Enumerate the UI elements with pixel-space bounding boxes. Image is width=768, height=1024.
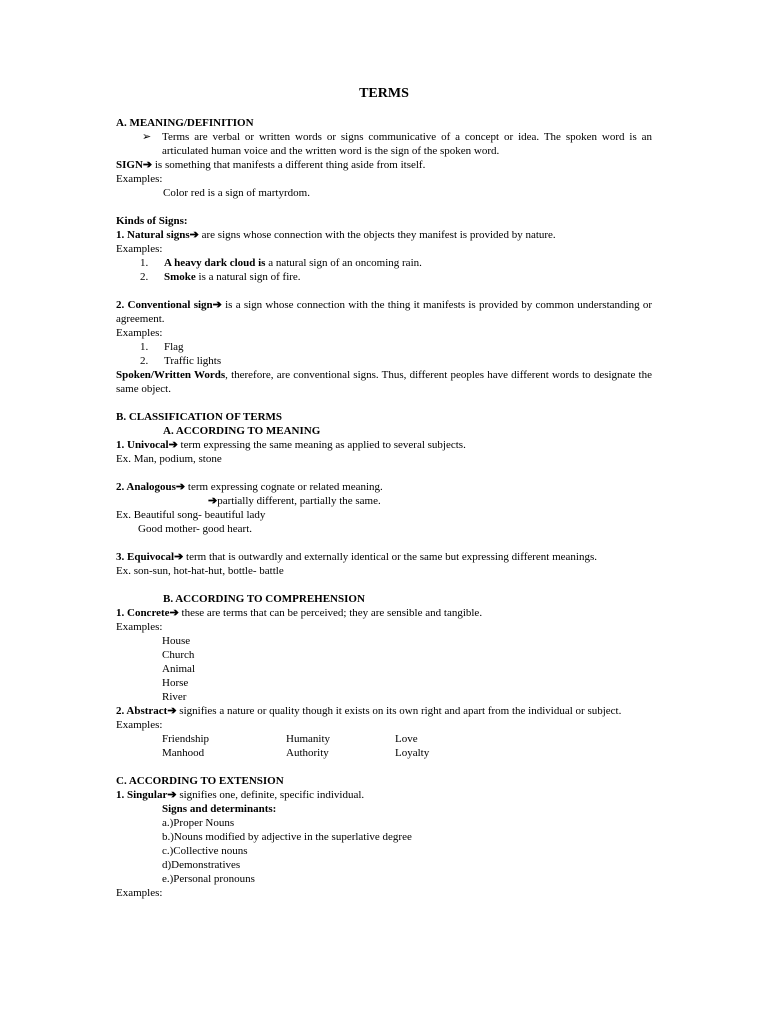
list-item: Authority xyxy=(286,747,329,759)
abstract-definition xyxy=(116,704,652,718)
list-item: d)Demonstratives xyxy=(162,859,241,871)
natural-example-2-bold: Smoke xyxy=(164,271,196,283)
examples-label: Examples: xyxy=(116,621,163,633)
natural-example-1 xyxy=(116,256,652,270)
kinds-heading: Kinds of Signs: xyxy=(116,215,188,227)
equivocal-definition xyxy=(116,550,652,564)
examples-label: Examples: xyxy=(116,327,163,339)
document-page xyxy=(116,84,652,900)
analogous-example-1: Ex. Beautiful song- beautiful lady xyxy=(116,509,266,521)
arrow-icon: ➔ xyxy=(174,551,184,563)
list-number: 1. xyxy=(140,341,149,353)
list-item: c.)Collective nouns xyxy=(162,845,248,857)
spoken-words-bold: Spoken/Written Words xyxy=(116,369,226,381)
analogous-subline xyxy=(116,494,652,508)
list-item: Animal xyxy=(162,663,195,675)
list-item: Loyalty xyxy=(395,747,430,759)
list-number: 1. xyxy=(140,257,149,269)
bullet-arrow-icon: ➢ xyxy=(142,131,152,143)
list-item: e.)Personal pronouns xyxy=(162,873,255,885)
spoken-words-paragraph xyxy=(116,368,652,396)
equivocal-label: 3. Equivocal xyxy=(116,551,175,563)
univocal-example: Ex. Man, podium, stone xyxy=(116,453,222,465)
concrete-definition xyxy=(116,606,652,620)
list-item: b.)Nouns modified by adjective in the superlative degree xyxy=(162,831,412,843)
analogous-text-2: partially different, partially the same. xyxy=(217,495,381,507)
singular-label: 1. Singular xyxy=(116,789,168,801)
list-item: Humanity xyxy=(286,733,330,745)
examples-label: Examples: xyxy=(116,887,163,899)
equivocal-text: term that is outwardly and externally identical or the same but expressing different meanings. xyxy=(183,551,597,563)
definition-bullet xyxy=(116,130,652,158)
arrow-icon: ➔ xyxy=(167,789,177,801)
arrow-icon: ➔ xyxy=(189,229,199,241)
natural-signs-definition xyxy=(116,228,652,242)
arrow-icon: ➔ xyxy=(167,705,177,717)
abstract-examples-row-1 xyxy=(116,732,652,746)
conventional-example-2-text: Traffic lights xyxy=(164,355,222,367)
section-c-heading: C. ACCORDING TO EXTENSION xyxy=(116,775,284,787)
sign-label: SIGN xyxy=(116,159,143,171)
singular-text: signifies one, definite, specific individual. xyxy=(176,789,365,801)
definition-text: Terms are verbal or written words or signs communicative of a concept or idea. The spoken word is an articulated human voice and the written word is the sign of the spoken word. xyxy=(162,131,652,157)
analogous-text: term expressing cognate or related meaning. xyxy=(185,481,383,493)
univocal-text: term expressing the same meaning as applied to several subjects. xyxy=(177,439,466,451)
conventional-example-1-text: Flag xyxy=(164,341,184,353)
natural-signs-label: 1. Natural signs xyxy=(116,229,190,241)
natural-example-1-text: a natural sign of an oncoming rain. xyxy=(265,257,422,269)
natural-signs-text: are signs whose connection with the objects they manifest is provided by nature. xyxy=(198,229,556,241)
univocal-definition xyxy=(116,438,652,452)
list-item: House xyxy=(162,635,191,647)
section-a-heading: A. MEANING/DEFINITION xyxy=(116,117,254,129)
sign-example: Color red is a sign of martyrdom. xyxy=(163,187,310,199)
abstract-examples-row-2 xyxy=(116,746,652,760)
examples-label: Examples: xyxy=(116,243,163,255)
analogous-example-2: Good mother- good heart. xyxy=(138,523,253,535)
abstract-text: signifies a nature or quality though it exists on its own right and apart from the individual or subject. xyxy=(176,705,622,717)
sign-definition xyxy=(116,158,652,172)
equivocal-example: Ex. son-sun, hot-hat-hut, bottle- battle xyxy=(116,565,284,577)
list-item: Church xyxy=(162,649,195,661)
list-number: 2. xyxy=(140,271,149,283)
according-to-meaning-heading: A. ACCORDING TO MEANING xyxy=(163,425,321,437)
analogous-label: 2. Analogous xyxy=(116,481,176,493)
conventional-example-1 xyxy=(116,340,652,354)
arrow-icon: ➔ xyxy=(208,495,218,507)
page-title: TERMS xyxy=(359,86,409,101)
arrow-icon: ➔ xyxy=(212,299,222,311)
spoken-words-text: , therefore, are conventional signs. Thus, different peoples have different words to designate the same object. xyxy=(116,369,652,395)
concrete-text: these are terms that can be perceived; they are sensible and tangible. xyxy=(178,607,483,619)
natural-example-2 xyxy=(116,270,652,284)
concrete-label: 1. Concrete xyxy=(116,607,170,619)
natural-example-1-bold: A heavy dark cloud is xyxy=(164,257,266,269)
singular-definition xyxy=(116,788,652,802)
univocal-label: 1. Univocal xyxy=(116,439,169,451)
determinants-heading: Signs and determinants: xyxy=(162,803,277,815)
list-item: a.)Proper Nouns xyxy=(162,817,235,829)
examples-label: Examples: xyxy=(116,173,163,185)
examples-label: Examples: xyxy=(116,719,163,731)
analogous-definition xyxy=(116,480,652,494)
list-item: Love xyxy=(395,733,418,745)
arrow-icon: ➔ xyxy=(168,439,178,451)
conventional-sign-text: is a sign whose connection with the thing it manifests is provided by common understanding or agreement. xyxy=(116,299,652,325)
abstract-label: 2. Abstract xyxy=(116,705,168,717)
list-item: River xyxy=(162,691,187,703)
list-number: 2. xyxy=(140,355,149,367)
conventional-sign-definition xyxy=(116,298,652,326)
list-item: Manhood xyxy=(162,747,205,759)
section-b-heading: B. CLASSIFICATION OF TERMS xyxy=(116,411,283,423)
arrow-icon: ➔ xyxy=(169,607,179,619)
arrow-icon: ➔ xyxy=(142,159,153,171)
according-to-comprehension-heading: B. ACCORDING TO COMPREHENSION xyxy=(163,593,365,605)
sign-text: is something that manifests a different thing aside from itself. xyxy=(152,159,426,171)
list-item: Horse xyxy=(162,677,189,689)
conventional-sign-label: 2. Conventional sign xyxy=(116,299,213,311)
list-item: Friendship xyxy=(162,733,210,745)
arrow-icon: ➔ xyxy=(175,481,186,493)
natural-example-2-text: is a natural sign of fire. xyxy=(195,271,301,283)
conventional-example-2 xyxy=(116,354,652,368)
